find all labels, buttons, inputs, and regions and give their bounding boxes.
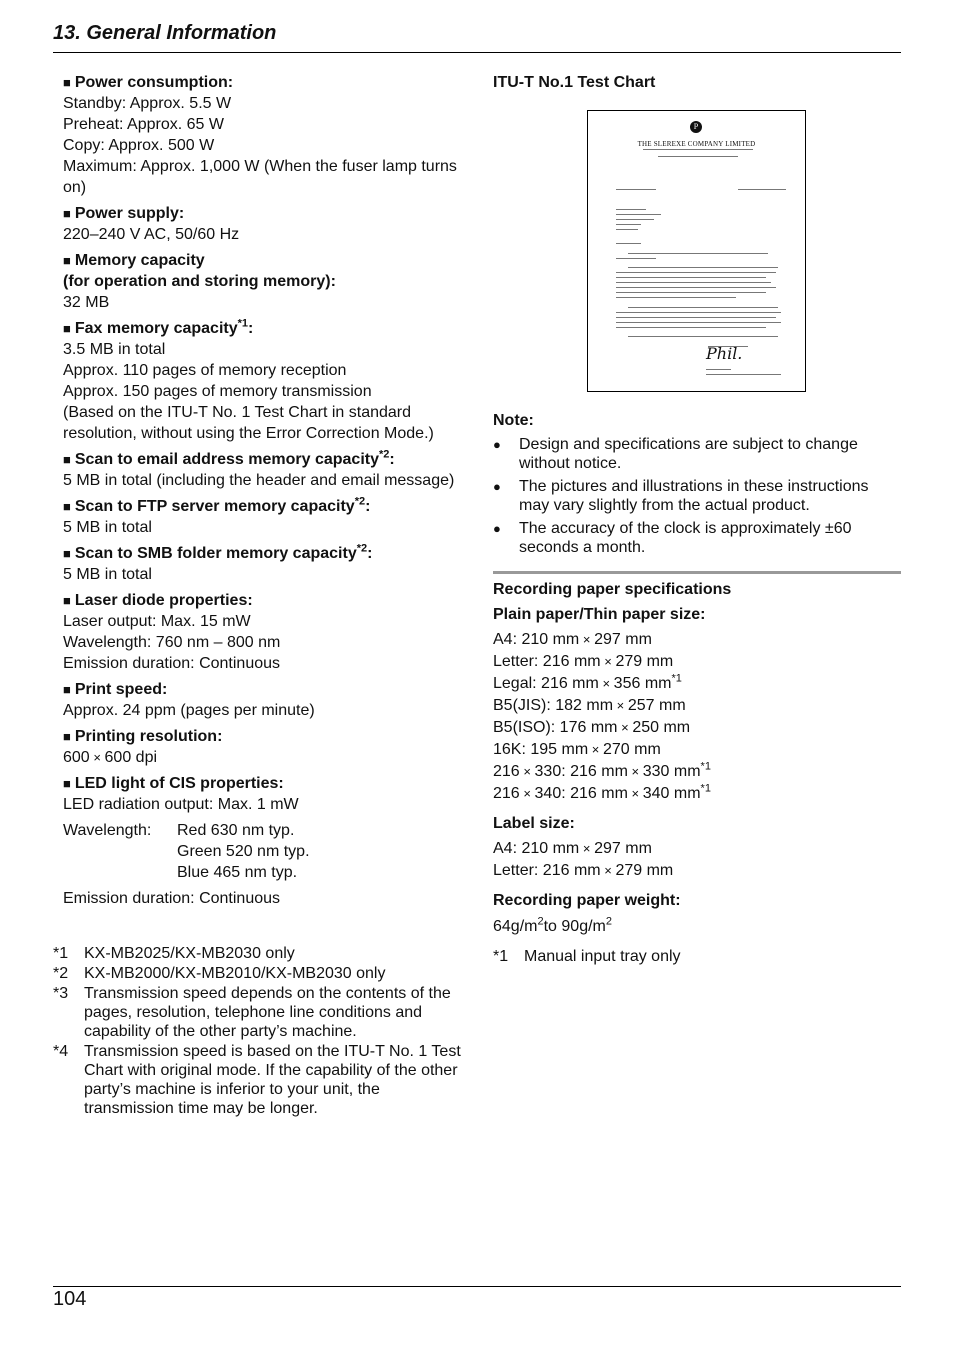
chart-text-line [616,282,771,283]
spec-section [63,250,473,313]
paper-size-item: 216 × 340: 216 mm × 340 $mm^{*1}$ [493,782,711,802]
spec-section [63,543,473,585]
spec-line: Preheat: Approx. 65 W [63,116,224,133]
footnote-text: KX-MB2025/KX-MB2030 only [84,945,295,962]
spec-heading: ■ Print speed: [63,681,168,698]
paper-weight-title: Recording paper weight: [493,892,681,909]
spec-line: (Based on the ITU-T No. 1 Test Chart in standard resolution, without using the Error Correction Mode.) [63,404,434,442]
spec-line: Maximum: Approx. 1,000 W (When the fuser lamp turns on) [63,158,457,196]
footnote-text: Transmission speed depends on the contents of the pages, resolution, telephone line conditions and capability of the other party’s machine. [84,985,451,1040]
wavelength-value: Green 520 nm typ. [177,843,310,860]
spec-heading: ■ Scan to email address memory capacity$^{*2}$: [63,448,395,468]
chart-text-line [628,253,768,254]
chart-text-line [643,149,753,150]
footnote-item [53,944,468,963]
wavelength-value: Blue 465 nm typ. [177,864,298,881]
test-chart-heading: ITU-T No.1 Test Chart [493,74,656,91]
note-title: Note: [493,412,534,429]
footnote-item [53,964,468,983]
recording-paper-specs [493,577,903,969]
label-size-item: A4: 210 mm × 297 mm [493,840,652,857]
left-specs-column [63,72,473,909]
signature: Phil. [706,344,743,363]
spec-heading: ■ Laser diode properties: [63,592,253,609]
chart-text-line [616,243,641,244]
spec-line: 5 MB in total [63,519,152,536]
paper-size-item: Legal: 216 mm × 356 $mm^{*1}$ [493,672,682,692]
spec-line: Approx. 150 pages of memory transmission [63,383,372,400]
wavelength-row [63,820,473,883]
recording-footnote: *1 Manual input tray only [493,948,681,965]
spec-heading: ■ Scan to FTP server memory capacity$^{*2}$: [63,495,371,515]
footnote-text: KX-MB2000/KX-MB2010/KX-MB2030 only [84,965,386,982]
spec-heading: ■ Printing resolution: [63,728,223,745]
recording-title: Recording paper specifications [493,581,732,598]
chart-text-line [658,156,738,157]
test-chart-title [493,72,903,93]
chart-text-line [628,336,778,337]
spec-line: 3.5 MB in total [63,341,166,358]
emission-line: Emission duration: Continuous [63,890,281,907]
spec-line: Emission duration: Continuous [63,655,281,672]
chart-text-line [738,189,786,190]
chart-text-line [628,307,778,308]
chart-text-line [616,327,766,328]
spec-heading: ■ Power supply: [63,205,185,222]
chart-text-line [706,369,731,370]
spec-line: Copy: Approx. 500 W [63,137,215,154]
paper-size-item: B5(JIS): 182 mm × 257 mm [493,697,686,714]
spec-heading: ■ Memory capacity [63,252,205,269]
spec-line: Approx. 110 pages of memory reception [63,362,347,379]
spec-section [63,203,473,245]
spec-line: Wavelength: 760 nm – 800 nm [63,634,281,651]
note-item [493,435,903,473]
paper-weight-value: $64g/m^2to$ $90g/m^2$ [493,915,612,935]
test-chart-image [587,110,806,392]
wavelength-value: Red 630 nm typ. [177,822,295,839]
paper-size-item: A4: 210 mm × 297 mm [493,631,652,648]
chart-text-line [616,258,656,259]
spec-section [63,679,473,721]
chart-text-line [616,317,776,318]
chart-text-line [616,219,654,220]
page-header-title: 13. General Information [53,22,277,44]
chart-text-line [616,277,766,278]
spec-line: 220–240 V AC, 50/60 Hz [63,226,240,243]
spec-line: Laser output: Max. 15 mW [63,613,251,630]
wavelength-values [177,820,310,883]
spec-line: LED radiation output: Max. 1 mW [63,796,299,813]
footnote-item [53,984,468,1041]
chart-text-line [616,209,646,210]
chart-text-line [616,224,641,225]
label-size-title: Label size: [493,815,575,832]
bullet-icon: ● [493,521,501,536]
note-list [493,435,903,561]
label-size-item: Letter: 216 mm × 279 mm [493,862,674,879]
paper-size-item: 216 × 330: 216 mm × 330 $mm^{*1}$ [493,760,711,780]
spec-heading-2: (for operation and storing memory): [63,273,336,290]
spec-line: 600 × 600 dpi [63,749,158,766]
chart-text-line [706,374,781,375]
paper-size-item: Letter: 216 mm × 279 mm [493,653,674,670]
paper-size-item: B5(ISO): 176 mm × 250 mm [493,719,691,736]
footnote-item [53,1042,468,1118]
note-item [493,519,903,557]
spec-section [63,773,473,815]
spec-line: Approx. 24 ppm (pages per minute) [63,702,315,719]
footnote-text: Transmission speed is based on the ITU-T No. 1 Test Chart with original mode. If the capability of the other party’s machine is inferior to your unit, the transmission time may be longer. [84,1043,461,1117]
note-text: The pictures and illustrations in these instructions may vary slightly from the actual product. [519,478,869,514]
footnote-mark: *2 [53,965,69,982]
chart-text-line [616,322,781,323]
plain-paper-title: Plain paper/Thin paper size: [493,606,706,623]
spec-line: 5 MB in total (including the header and email message) [63,472,455,489]
page-number: 104 [53,1288,87,1310]
footnote-mark: *4 [53,1043,69,1060]
spec-section [63,72,473,198]
spec-line: Standby: Approx. 5.5 W [63,95,232,112]
note-item [493,477,903,515]
spec-section [63,496,473,538]
paper-size-item: 16K: 195 mm × 270 mm [493,741,661,758]
chart-text-line [616,292,766,293]
spec-section [63,590,473,674]
spec-section [63,449,473,491]
spec-heading: ■ Fax memory capacity$^{*1}$: [63,317,254,337]
chart-text-line [616,229,638,230]
chart-text-line [616,297,736,298]
spec-heading: ■ LED light of CIS properties: [63,775,284,792]
logo-icon: P [690,121,702,133]
footnote-mark: *1 [53,945,69,962]
chart-text-line [616,189,656,190]
footnote-mark: *3 [53,985,69,1002]
chart-text-line [616,272,776,273]
section-rule [493,571,901,574]
spec-heading: ■ Scan to SMB folder memory capacity$^{*2}$: [63,542,373,562]
chart-text-line [616,214,661,215]
footnotes [53,944,468,1119]
footer-rule [53,1286,901,1287]
chart-text-line [628,267,778,268]
spec-line: 32 MB [63,294,110,311]
header-rule [53,52,901,53]
note-text: Design and specifications are subject to change without notice. [519,436,858,472]
wavelength-label: Wavelength: [63,822,152,839]
chart-text-line [616,312,781,313]
bullet-icon: ● [493,479,501,494]
spec-section [63,318,473,444]
test-chart-company: THE SLEREXE COMPANY LIMITED [637,140,756,148]
note-text: The accuracy of the clock is approximately ±60 seconds a month. [519,520,852,556]
bullet-icon: ● [493,437,501,452]
spec-heading: ■ Power consumption: [63,74,234,91]
spec-section [63,726,473,768]
spec-line: 5 MB in total [63,566,152,583]
chart-text-line [616,287,776,288]
